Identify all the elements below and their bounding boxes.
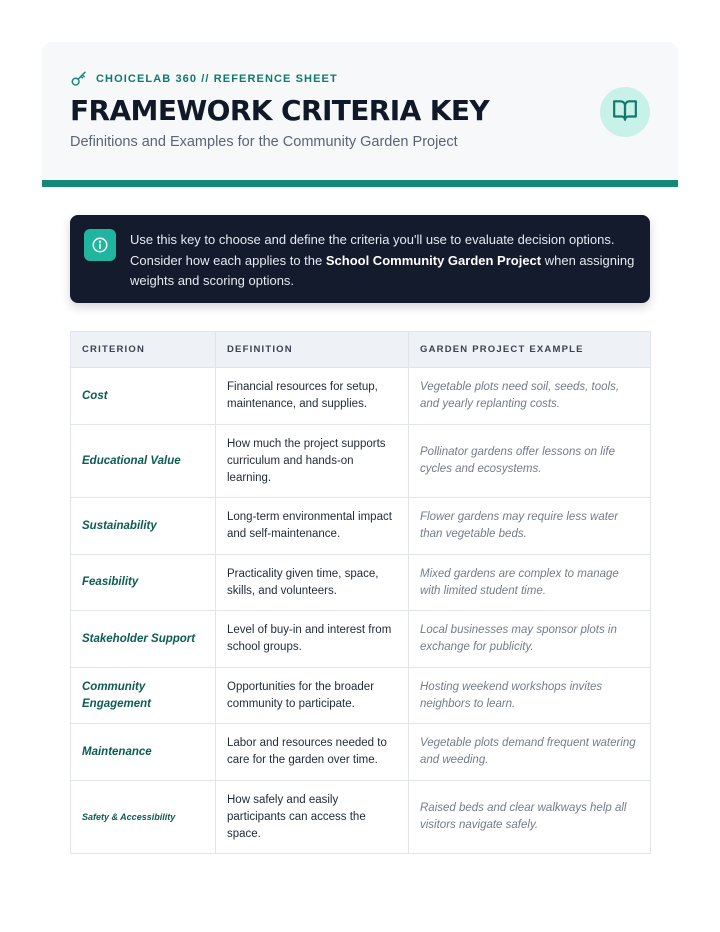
example-cell: Vegetable plots need soil, seeds, tools, and yearly replanting costs. (409, 368, 651, 425)
info-icon (84, 229, 116, 261)
table-row (71, 781, 651, 854)
table-row (71, 555, 651, 611)
example-cell: Pollinator gardens offer lessons on life cycles and ecosystems. (409, 425, 651, 498)
info-text-intro: Use this key to choose and define the criteria you'll use to evaluate decision options. Consider how each applies to the (130, 232, 615, 268)
example-cell: Mixed gardens are complex to manage with limited student time. (409, 555, 651, 611)
definition-cell: Level of buy-in and interest from school groups. (216, 611, 409, 668)
example-cell: Vegetable plots demand frequent watering and weeding. (409, 724, 651, 781)
table-row (71, 724, 651, 781)
info-project-name: School Community Garden Project (325, 252, 542, 268)
criterion-cell: Cost (71, 368, 216, 425)
table-header-row (71, 332, 651, 368)
criterion-cell: Maintenance (71, 724, 216, 781)
example-cell: Flower gardens may require less water than vegetable beds. (409, 498, 651, 555)
open-book-icon (612, 97, 638, 128)
definition-cell: Practicality given time, space, skills, and volunteers. (216, 555, 409, 611)
definition-cell: Opportunities for the broader community to participate. (216, 668, 409, 724)
table-row (71, 368, 651, 425)
criteria-table (70, 331, 651, 854)
column-header-criterion: CRITERION (71, 332, 216, 368)
eyebrow (70, 70, 338, 88)
table-row (71, 668, 651, 724)
column-header-example: GARDEN PROJECT EXAMPLE (409, 332, 651, 368)
criterion-cell: Stakeholder Support (71, 611, 216, 668)
definition-cell: How safely and easily participants can access the space. (216, 781, 409, 854)
info-callout (70, 215, 650, 303)
key-icon (70, 70, 88, 88)
criterion-cell: Educational Value (71, 425, 216, 498)
column-header-definition: DEFINITION (216, 332, 409, 368)
info-text-outro: when assigning weights and scoring options. (130, 252, 635, 288)
book-badge (600, 87, 650, 137)
header (42, 42, 678, 187)
criterion-cell: Feasibility (71, 555, 216, 611)
header-accent-bar (42, 180, 678, 187)
info-text (130, 230, 635, 292)
example-cell: Raised beds and clear walkways help all visitors navigate safely. (409, 781, 651, 854)
definition-cell: Financial resources for setup, maintenance, and supplies. (216, 368, 409, 425)
example-cell: Local businesses may sponsor plots in exchange for publicity. (409, 611, 651, 668)
definition-cell: How much the project supports curriculum and hands-on learning. (216, 425, 409, 498)
definition-cell: Long-term environmental impact and self-maintenance. (216, 498, 409, 555)
example-cell: Hosting weekend workshops invites neighbors to learn. (409, 668, 651, 724)
criterion-cell: Safety & Accessibility (71, 781, 216, 854)
page-subtitle: Definitions and Examples for the Community Garden Project (70, 134, 458, 150)
criterion-cell: Community Engagement (71, 668, 216, 724)
page-title: FRAMEWORK CRITERIA KEY (70, 94, 490, 127)
eyebrow-text: CHOICELAB 360 // REFERENCE SHEET (96, 73, 338, 85)
table-row (71, 498, 651, 555)
criterion-cell: Sustainability (71, 498, 216, 555)
definition-cell: Labor and resources needed to care for the garden over time. (216, 724, 409, 781)
table-row (71, 425, 651, 498)
table-row (71, 611, 651, 668)
